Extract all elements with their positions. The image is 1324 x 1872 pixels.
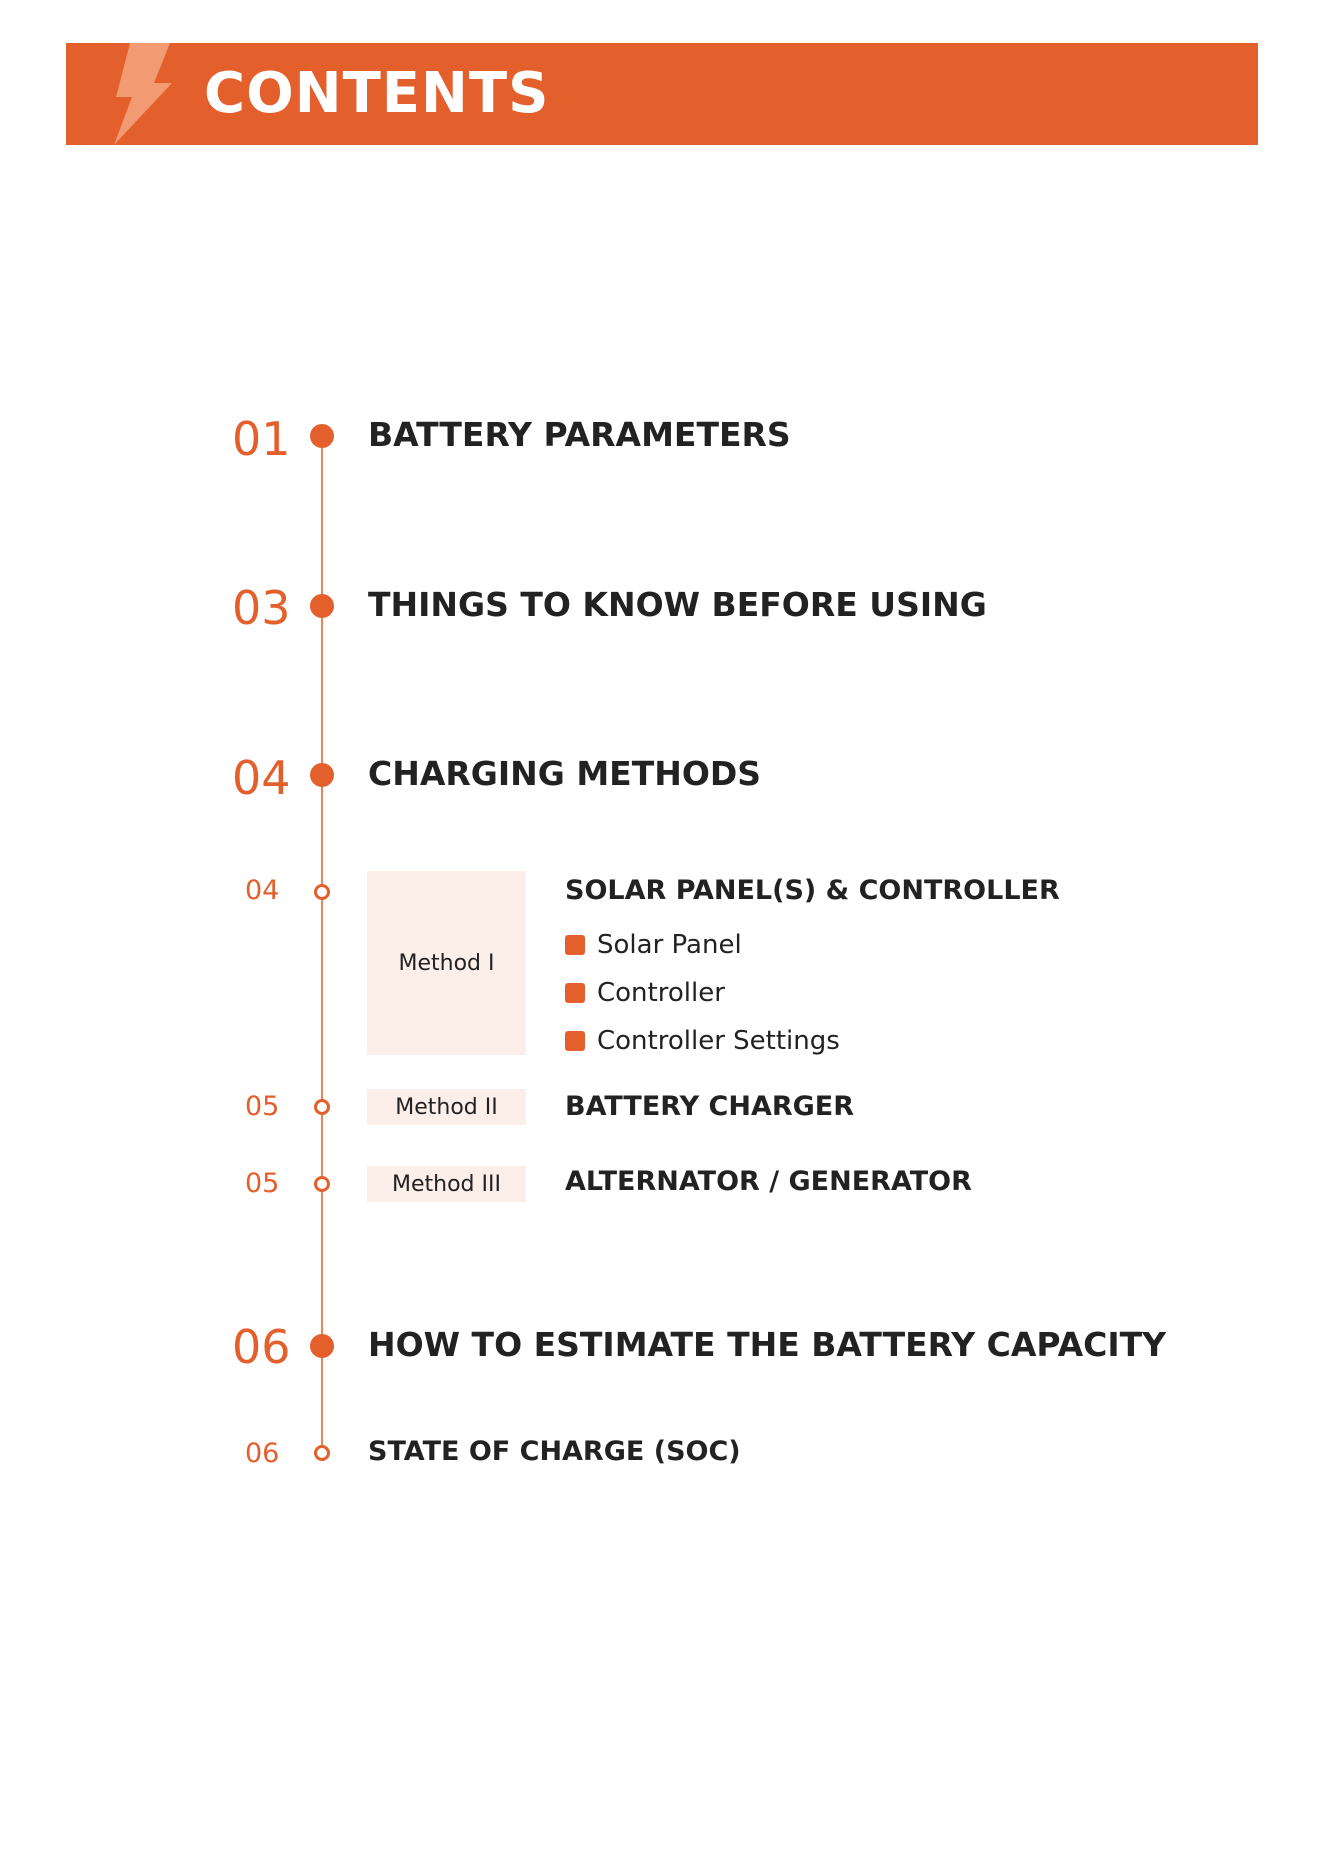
bullet-item-controller[interactable] bbox=[565, 976, 725, 1010]
bullet-square-icon bbox=[565, 1031, 585, 1051]
toc-entry-battery-charger[interactable]: BATTERY CHARGER bbox=[565, 1091, 855, 1122]
timeline-ring bbox=[314, 1099, 330, 1115]
toc-entry-things-to-know[interactable]: THINGS TO KNOW BEFORE USING bbox=[368, 585, 987, 624]
page-number-method-1: 04 bbox=[245, 875, 280, 906]
timeline-ring bbox=[314, 1445, 330, 1461]
timeline-dot bbox=[310, 424, 334, 448]
bullet-square-icon bbox=[565, 983, 585, 1003]
toc-entry-battery-parameters[interactable]: BATTERY PARAMETERS bbox=[368, 415, 791, 454]
toc-entry-charging-methods[interactable]: CHARGING METHODS bbox=[368, 754, 762, 793]
method-1-label: Method I bbox=[367, 871, 526, 1055]
toc-entry-estimate-capacity[interactable]: HOW TO ESTIMATE THE BATTERY CAPACITY bbox=[368, 1325, 1167, 1364]
page-number-state-of-charge: 06 bbox=[245, 1438, 280, 1469]
lightning-bolt-icon bbox=[104, 43, 176, 145]
method-2-label: Method II bbox=[367, 1089, 526, 1125]
toc-entry-state-of-charge[interactable]: STATE OF CHARGE (SOC) bbox=[368, 1436, 741, 1467]
bullet-item-controller-settings[interactable] bbox=[565, 1024, 840, 1058]
method-3-label: Method III bbox=[367, 1166, 526, 1202]
page-number-method-3: 05 bbox=[245, 1168, 280, 1199]
page-number-estimate-capacity: 06 bbox=[232, 1320, 291, 1374]
timeline-line bbox=[321, 436, 323, 1454]
bullet-text: Solar Panel bbox=[597, 930, 742, 960]
contents-header bbox=[66, 43, 1258, 145]
timeline-dot bbox=[310, 1334, 334, 1358]
timeline-ring bbox=[314, 1176, 330, 1192]
toc-entry-solar-panels-controller[interactable]: SOLAR PANEL(S) & CONTROLLER bbox=[565, 875, 1060, 906]
timeline-dot bbox=[310, 594, 334, 618]
page-number-charging-methods: 04 bbox=[232, 751, 291, 805]
bullet-text: Controller bbox=[597, 978, 725, 1008]
page-title: CONTENTS bbox=[204, 61, 550, 126]
bullet-square-icon bbox=[565, 935, 585, 955]
timeline-ring bbox=[314, 884, 330, 900]
page-number-method-2: 05 bbox=[245, 1091, 280, 1122]
bullet-text: Controller Settings bbox=[597, 1026, 840, 1056]
bullet-item-solar-panel[interactable] bbox=[565, 928, 742, 962]
page-number-battery-parameters: 01 bbox=[232, 412, 291, 466]
page-number-things-to-know: 03 bbox=[232, 581, 291, 635]
timeline-dot bbox=[310, 763, 334, 787]
toc-entry-alternator-generator[interactable]: ALTERNATOR / GENERATOR bbox=[565, 1166, 972, 1197]
